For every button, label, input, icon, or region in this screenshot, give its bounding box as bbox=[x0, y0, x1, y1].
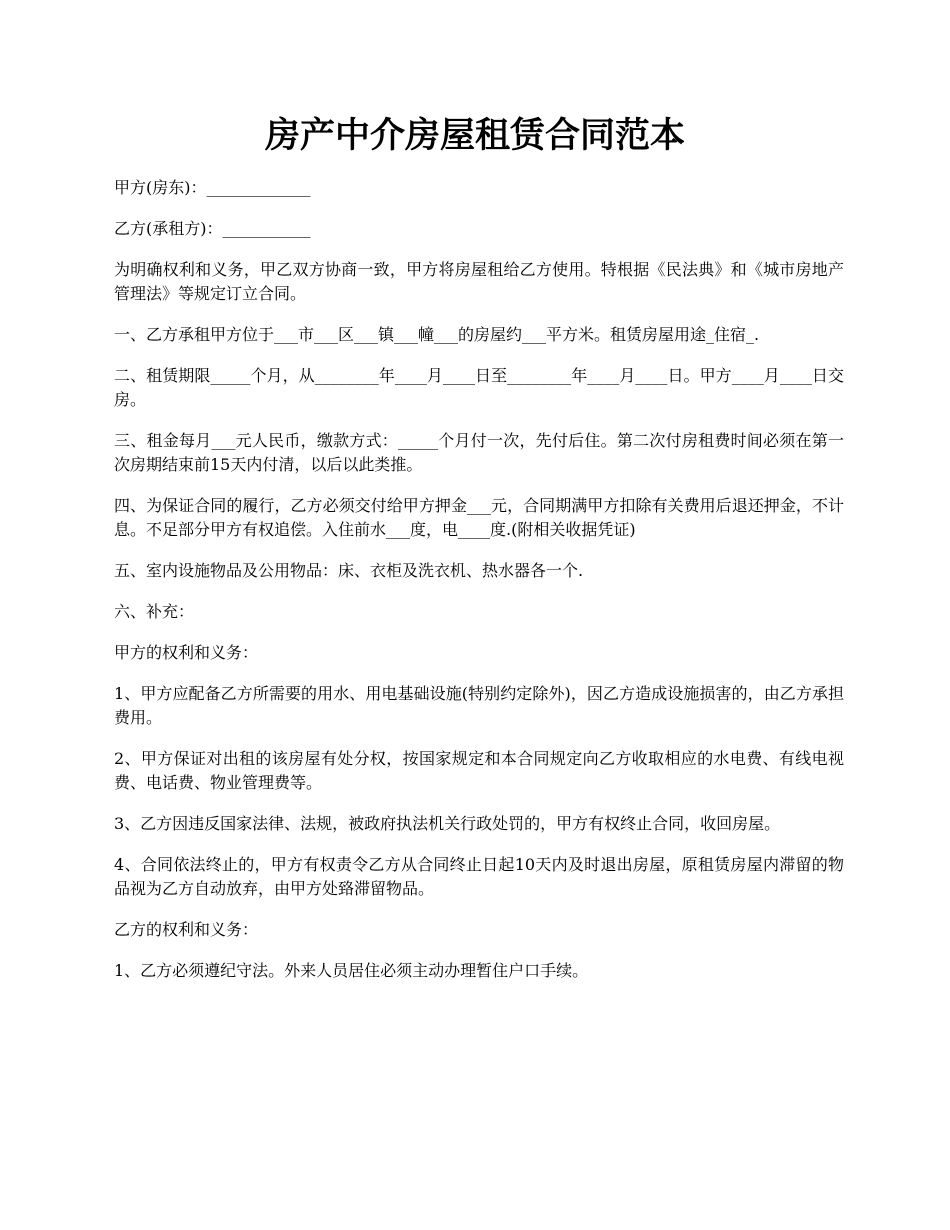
clause-2-paragraph: 二、租赁期限_____个月，从________年____月____日至________年____月____日。甲方____月____日交房。 bbox=[114, 366, 844, 409]
clause-5-paragraph: 五、室内设施物品及公用物品：床、衣柜及洗衣机、热水器各一个. bbox=[114, 561, 584, 580]
party-a-line: 甲方(房东)：_____________ bbox=[114, 178, 311, 197]
party-a-item-4: 4、合同依法终止的，甲方有权责令乙方从合同终止日起10天内及时退出房屋，原租赁房屋内滞留的物品视为乙方自动放弃，由甲方处臵滞留物品。 bbox=[114, 855, 844, 898]
party-b-item-1: 1、乙方必须遵纪守法。外来人员居住必须主动办理暂住户口手续。 bbox=[114, 961, 589, 980]
party-a-item-1: 1、甲方应配备乙方所需要的用水、用电基础设施(特别约定除外)，因乙方造成设施损害的，由乙方承担费用。 bbox=[114, 684, 844, 727]
clause-4-paragraph: 四、为保证合同的履行，乙方必须交付给甲方押金___元，合同期满甲方扣除有关费用后退还押金，不计息。不足部分甲方有权追偿。入住前水___度，电____度.(附相关收据凭证) bbox=[114, 496, 844, 539]
party-b-rights-heading: 乙方的权利和义务： bbox=[114, 920, 259, 939]
clause-6-heading: 六、补充： bbox=[114, 602, 195, 621]
clause-3-paragraph: 三、租金每月___元人民币，缴款方式：_____个月付一次，先付后住。第二次付房租费时间必须在第一次房期结束前15天内付清，以后以此类推。 bbox=[114, 431, 844, 474]
party-a-item-2: 2、甲方保证对出租的该房屋有处分权，按国家规定和本合同规定向乙方收取相应的水电费、有线电视费、电话费、物业管理费等。 bbox=[114, 749, 844, 792]
party-a-rights-heading: 甲方的权利和义务： bbox=[114, 643, 259, 662]
party-b-line: 乙方(承租方)：___________ bbox=[114, 219, 311, 238]
preamble-paragraph: 为明确权利和义务，甲乙双方协商一致，甲方将房屋租给乙方使用。特根据《民法典》和《城市房地产管理法》等规定订立合同。 bbox=[114, 260, 844, 303]
document-title: 房产中介房屋租赁合同范本 bbox=[264, 115, 685, 156]
party-a-item-3: 3、乙方因违反国家法律、法规，被政府执法机关行政处罚的，甲方有权终止合同，收回房屋。 bbox=[114, 814, 781, 833]
document-body bbox=[114, 176, 844, 1000]
clause-1-paragraph: 一、乙方承租甲方位于___市___区___镇___幢___的房屋约___平方米。租赁房屋用途_住宿_. bbox=[114, 325, 760, 344]
